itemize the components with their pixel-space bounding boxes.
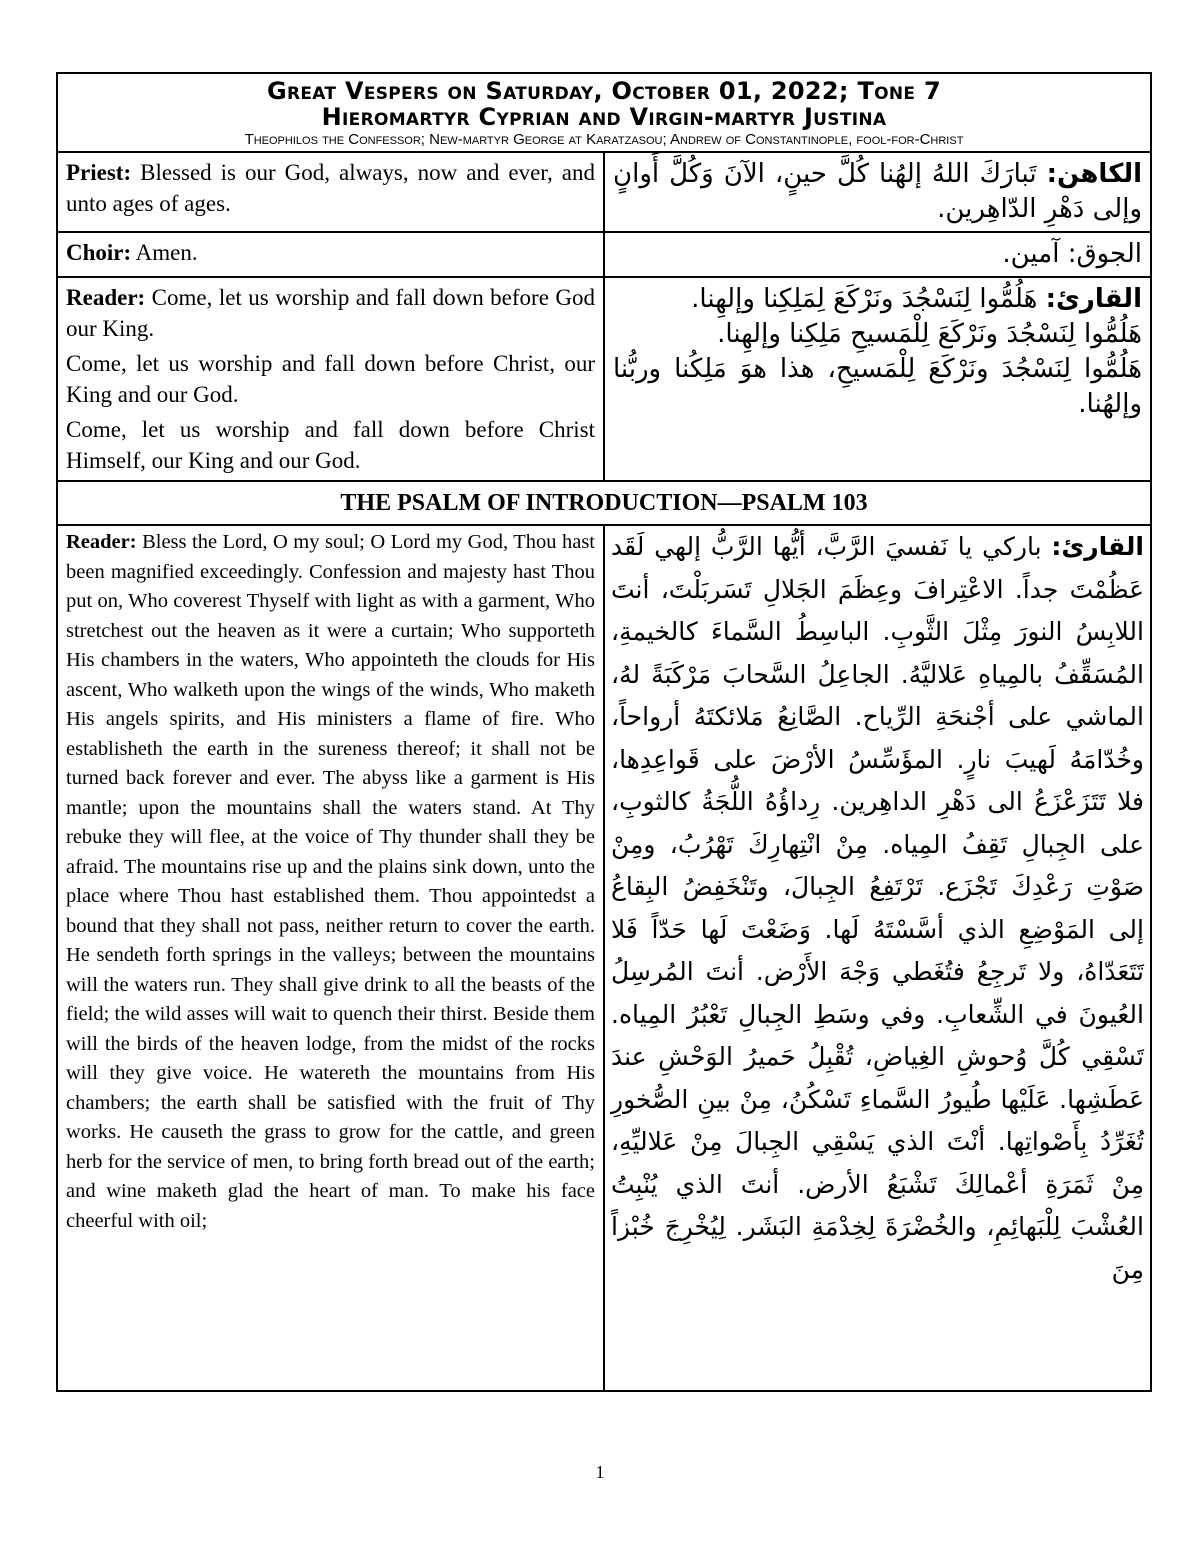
psalm-role-ar: القارئ: bbox=[1051, 532, 1144, 561]
priest-row bbox=[57, 152, 1151, 232]
reader-paragraph-1 bbox=[66, 282, 595, 344]
service-table bbox=[56, 72, 1152, 1392]
psalm-role-en: Reader: bbox=[66, 531, 137, 553]
header-cell bbox=[57, 73, 1151, 152]
reader-english bbox=[57, 277, 604, 481]
reader-line-ar-1 bbox=[613, 282, 1142, 317]
reader-role-ar: القارئ: bbox=[1045, 284, 1142, 314]
reader-row bbox=[57, 277, 1151, 481]
reader-arabic bbox=[604, 277, 1151, 481]
choir-arabic bbox=[604, 232, 1151, 277]
choir-role-en: Choir: bbox=[66, 240, 132, 265]
reader-role-en: Reader: bbox=[66, 285, 146, 310]
service-title: Great Vespers on Saturday, October 01, 2022; Tone 7 bbox=[266, 77, 942, 105]
header-row bbox=[57, 73, 1151, 152]
priest-arabic bbox=[604, 152, 1151, 232]
choir-text-en: Amen. bbox=[131, 240, 198, 265]
psalm-text-en: Bless the Lord, O my soul; O Lord my God, Thou hast been magnified exceedingly. Confession and majesty hast Thou put on, Who coverest Thyself with light as with a garment, Who stretchest out the heaven as it were a curtain; Who supporteth His chambers in the waters, Who appointeth the clouds for His ascent, Who walketh upon the wings of the winds, Who maketh His angels spirits, and His ministers a flame of fire. Who establisheth the earth in the sureness thereof; it shall not be turned back forever and ever. The abyss like a garment is His mantle; upon the mountains shall the waters stand. At Thy rebuke they will flee, at the voice of Thy thunder shall they be afraid. The mountains rise up and the plains sink down, unto the place where Thou hast established them. Thou appointedst a bound that they shall not pass, neither return to cover the earth. He sendeth forth springs in the valleys; between the mountains will the waters run. They shall give drink to all the beasts of the field; the wild asses will wait to quench their thirst. Beside them will the birds of the heaven lodge, from the midst of the rocks will they give voice. He watereth the mountains from His chambers; the earth shall be satisfied with the fruit of Thy works. He causeth the grass to grow for the cattle, and green herb for the service of men, to bring forth bread out of the earth; and wine maketh glad the heart of man. To make his face cheerful with oil; bbox=[66, 531, 595, 1232]
priest-text-en: Blessed is our God, always, now and ever, and unto ages of ages. bbox=[66, 160, 595, 216]
reader-paragraph-3: Come, let us worship and fall down before Christ Himself, our King and our God. bbox=[66, 417, 595, 473]
commemoration-subtitle: Theophilos the Confessor; New-martyr George at Karatzasou; Andrew of Constantinople, fool-for-Christ bbox=[244, 131, 964, 148]
psalm-arabic bbox=[604, 525, 1151, 1391]
psalm-row bbox=[57, 525, 1151, 1391]
reader-line-ar-3: هَلُمُّوا لِنَسْجُدَ ونَرْكَعَ لِلْمَسيحِ، هذا هوَ مَلِكُنا وربُّنا وإلهُنا. bbox=[613, 354, 1142, 419]
choir-text-ar: الجوق: آمين. bbox=[1002, 239, 1142, 269]
priest-english bbox=[57, 152, 604, 232]
priest-role-ar: الكاهن: bbox=[1046, 159, 1142, 189]
psalm-text-ar: باركي يا نَفسيَ الرَّبَّ، أيُّها الرَّبُّ إلهي لَقَد عَظُمْتَ جداً. الاعْتِرافَ وعِظَمَ الجَلالِ تَسَربَلْتَ، أنتَ اللابِسُ النورَ مِثْلَ الثَّوبِ. الباسِطُ السَّماءَ كالخيمةِ، المُسَقِّفُ بالمِياهِ عَلاليَّهُ. الجاعِلُ السَّحابَ مَرْكَبَةً لهُ، الماشي على أجْنحَةِ الرِّياح. الصَّانِعُ مَلائكتَهُ أرواحاً، وخُدّامَهُ لَهيبَ نارٍ. المؤَسِّسُ الأرْضَ على قَواعِدِها، فلا تَتَزَعْزَعُ الى دَهْرِ الداهِرين. رِداؤُهُ اللُّجَةُ كالثوبِ، على الجِبالِ تَقِفُ المِياه. مِنْ انْتِهارِكَ تَهْرُبُ، ومِنْ صَوْتِ رَعْدِكَ تَجْزَع. تَرْتَفِعُ الجِبالَ، وتَنْخَفِضُ البِقاعُ إلى المَوْضِعِ الذي أسَّسْتَهُ لَها. وَضَعْتَ لَها حَدّاً فَلا تَتَعَدّاهُ، ولا تَرجِعُ فتُغَطي وَجْهَ الأَرْض. أنتَ المُرسِلُ العُيونَ في الشِّعابِ. وفي وسَطِ الجِبالِ تَعْبُرُ المِياه. تَسْقِي كُلَّ وُحوشِ الغِياضِ، تُقْبِلُ حَميرُ الوَحْشِ عندَ عَطَشِها. عَلَيْها طُيورُ السَّماءِ تَسْكُنُ، مِنْ بينِ الصُّخورِ تُغَرِّدُ بِأَصْواتِها. أنْتَ الذي يَسْقِي الجِبالَ مِنْ عَلاليِّهِ، مِنْ ثَمَرَةِ أعْمالِكَ تَشْبَعُ الأرض. أنتَ الذي يُنْبِتُ العُشْبَ لِلْبَهائِمِ، والخُضْرَةَ لِخِدْمَةِ البَشَر. لِيُخْرِجَ خُبْزاً مِنَ bbox=[611, 532, 1144, 1284]
choir-row bbox=[57, 232, 1151, 277]
reader-line-ar-2: هَلُمُّوا لِنَسْجُدَ ونَرْكَعَ لِلْمَسيحِ مَلِكِنا وإلهِنا. bbox=[717, 319, 1142, 349]
reader-text-ar-1: هَلُمُّوا لِنَسْجُدَ ونَرْكَعَ لِمَلِكِنا وإلهِنا. bbox=[691, 284, 1046, 314]
document-page bbox=[56, 72, 1152, 1392]
page-number: 1 bbox=[595, 1462, 605, 1482]
priest-role-en: Priest: bbox=[66, 160, 132, 185]
reader-paragraph-2: Come, let us worship and fall down before Christ, our King and our God. bbox=[66, 351, 595, 407]
reader-text-en-1: Come, let us worship and fall down before God our King. bbox=[66, 285, 595, 341]
commemoration-title: Hieromartyr Cyprian and Virgin-martyr Justina bbox=[321, 103, 887, 131]
section-title-row bbox=[57, 481, 1151, 525]
choir-english bbox=[57, 232, 604, 277]
priest-text-ar: تَبارَكَ اللهُ إلهُنا كُلَّ حينٍ، الآنَ وَكُلَّ أَوانٍ وإلى دَهْرِ الدّاهِرين. bbox=[613, 159, 1142, 224]
section-title: THE PSALM OF INTRODUCTION—PSALM 103 bbox=[57, 481, 1151, 525]
psalm-english bbox=[57, 525, 604, 1391]
